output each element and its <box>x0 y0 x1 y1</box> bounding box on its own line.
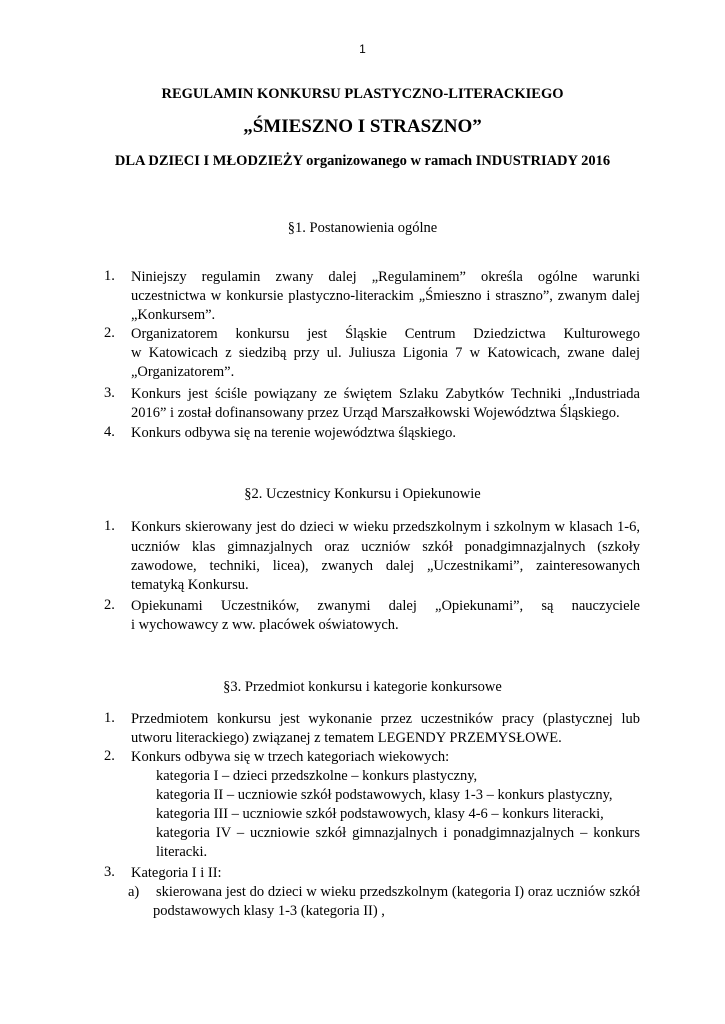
paragraph-line: Kategoria I i II: <box>131 865 222 881</box>
section-2-heading: §2. Uczestnicy Konkursu i Opiekunowie <box>244 486 481 502</box>
title-line-1: REGULAMIN KONKURSU PLASTYCZNO-LITERACKIEGO <box>161 86 564 102</box>
list-number: 1. <box>104 710 115 726</box>
category-item: kategoria III – uczniowie szkół podstawowych, klasy 4-6 – konkurs literacki, <box>156 806 604 822</box>
list-number: 3. <box>104 864 115 880</box>
paragraph-line: w Katowicach z siedzibą przy ul. Juliusza Ligonia 7 w Katowicach, zwane dalej <box>131 345 640 361</box>
paragraph-line: Konkurs odbywa się w trzech kategoriach wiekowych: <box>131 749 450 765</box>
list-number: 1. <box>104 268 115 284</box>
paragraph-line: Konkurs jest ściśle powiązany ze świętem Szlaku Zabytków Techniki „Industriada <box>131 386 640 402</box>
category-item: kategoria I – dzieci przedszkolne – konkurs plastyczny, <box>156 768 478 784</box>
paragraph-line: zawodowe, techniki, licea), zwanych dalej „Uczestnikami”, zainteresowanych <box>131 558 640 574</box>
paragraph-line: Konkurs skierowany jest do dzieci w wieku przedszkolnym i szkolnym w klasach 1-6, <box>131 519 640 535</box>
paragraph-line: i wychowawcy z ww. placówek oświatowych. <box>131 617 399 633</box>
paragraph-line: Organizatorem konkursu jest Śląskie Centrum Dziedzictwa Kulturowego <box>131 326 640 342</box>
section-1-heading: §1. Postanowienia ogólne <box>287 220 438 236</box>
paragraph-line: „Organizatorem”. <box>131 364 235 380</box>
sub-item-line: podstawowych klasy 1-3 (kategoria II) , <box>153 903 385 919</box>
sub-item-line: skierowana jest do dzieci w wieku przedszkolnym (kategoria I) oraz uczniów szkół <box>156 884 640 900</box>
title-line-3: DLA DZIECI I MŁODZIEŻY organizowanego w ramach INDUSTRIADY 2016 <box>114 153 611 169</box>
paragraph-line: 2016” i został dofinansowany przez Urząd Marszałkowski Województwa Śląskiego. <box>131 405 620 421</box>
category-item: kategoria IV – uczniowie szkół gimnazjalnych i ponadgimnazjalnych – konkurs <box>156 825 640 841</box>
list-number: 3. <box>104 385 115 401</box>
paragraph-line: Przedmiotem konkursu jest wykonanie przez uczestników pracy (plastycznej lub <box>131 711 640 727</box>
section-3-heading: §3. Przedmiot konkursu i kategorie konkursowe <box>223 679 502 695</box>
category-item: literacki. <box>156 844 208 860</box>
list-number: 2. <box>104 748 115 764</box>
list-number: 2. <box>104 597 115 613</box>
list-number: 2. <box>104 325 115 341</box>
paragraph-line: tematyką Konkursu. <box>131 577 249 593</box>
paragraph-line: uczestnictwa w konkursie plastyczno-literackim „Śmieszno i straszno”, zwanym dalej <box>131 288 640 304</box>
paragraph-line: uczniów klas gimnazjalnych oraz uczniów szkół ponadgimnazjalnych (szkoły <box>131 539 640 555</box>
paragraph-line: Opiekunami Uczestników, zwanymi dalej „Opiekunami”, są nauczyciele <box>131 598 640 614</box>
sub-item-letter: a) <box>128 884 140 900</box>
page-number: 1 <box>359 42 366 56</box>
category-item: kategoria II – uczniowie szkół podstawowych, klasy 1-3 – konkurs plastyczny, <box>156 787 613 803</box>
paragraph-line: utworu literackiego) związanej z tematem LEGENDY PRZEMYSŁOWE. <box>131 730 562 746</box>
paragraph-line: Niniejszy regulamin zwany dalej „Regulaminem” określa ogólne warunki <box>131 269 640 285</box>
title-line-2: „ŚMIESZNO I STRASZNO” <box>243 116 482 137</box>
list-number: 4. <box>104 424 115 440</box>
paragraph-line: Konkurs odbywa się na terenie województwa śląskiego. <box>131 425 456 441</box>
list-number: 1. <box>104 518 115 534</box>
paragraph-line: „Konkursem”. <box>131 307 216 323</box>
